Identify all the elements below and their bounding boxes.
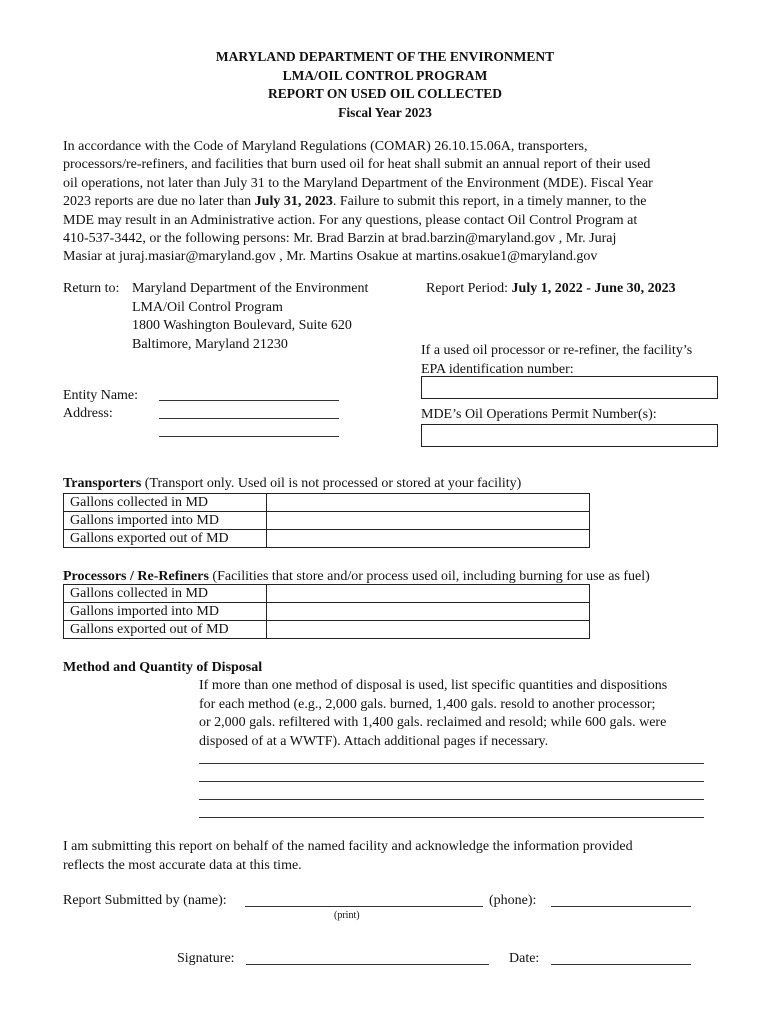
table-row [64,585,590,603]
return-address-line: Maryland Department of the Environment [132,281,369,296]
disposal-line: If more than one method of disposal is used, list specific quantities and dispositions [199,678,668,693]
submitter-name-line[interactable] [245,906,483,907]
row-label: Gallons collected in MD [64,494,267,512]
department-title: MARYLAND DEPARTMENT OF THE ENVIRONMENT [215,49,555,64]
transporters-heading [63,475,521,494]
permit-number-input[interactable] [421,424,718,447]
address-line-2[interactable] [159,436,339,437]
row-label: Gallons imported into MD [64,512,267,530]
submitted-by-label: Report Submitted by (name): [63,893,227,908]
phone-label: (phone): [489,893,537,908]
disposal-line: or 2,000 gals. refiltered with 1,400 gals. reclaimed and resold; while 600 gals. were [199,715,667,730]
entity-name-line[interactable] [159,400,339,401]
acknowledgement [63,838,633,875]
disposal-entry-line[interactable] [199,799,704,800]
intro-line: MDE may result in an Administrative action. For any questions, please contact Oil Control Program at [63,212,638,228]
gallons-input[interactable] [267,530,590,548]
transporters-note: (Transport only. Used oil is not processed or stored at your facility) [141,476,522,491]
phone-line[interactable] [551,906,691,907]
table-row [64,512,590,530]
gallons-input[interactable] [267,621,590,639]
epa-id-line: If a used oil processor or re-refiner, the facility’s [421,343,693,358]
intro-line: 410-537-3442, or the following persons: Mr. Brad Barzin at brad.barzin@maryland.gov , Mr. Juraj [63,231,617,247]
ack-line: I am submitting this report on behalf of the named facility and acknowledge the information provided [63,839,633,854]
table-row [64,530,590,548]
transporters-table [63,493,590,548]
return-to-label: Return to: [63,281,120,296]
processors-title: Processors / Re-Refiners [63,569,209,584]
intro-line: oil operations, not later than July 31 to the Maryland Department of the Environment (MDE). Fiscal Year [63,175,653,191]
program-title: LMA/OIL CONTROL PROGRAM [282,67,488,83]
return-address [132,280,368,354]
return-address-line: LMA/Oil Control Program [132,299,283,315]
signature-line[interactable] [246,964,489,965]
row-label: Gallons imported into MD [64,603,267,621]
transporters-title: Transporters [63,476,142,491]
epa-id-label [421,342,692,379]
table-row [64,621,590,639]
return-address-line: 1800 Washington Boulevard, Suite 620 [132,318,352,333]
processors-note: (Facilities that store and/or process used oil, including burning for use as fuel) [208,569,650,584]
form-header [0,48,770,122]
disposal-entry-line[interactable] [199,763,704,764]
epa-id-line: EPA identification number: [421,361,574,377]
intro-text: . Failure to submit this report, in a timely manner, to the [332,194,647,210]
report-title: REPORT ON USED OIL COLLECTED [267,86,503,101]
table-row [64,494,590,512]
return-address-line: Baltimore, Maryland 21230 [132,336,288,352]
gallons-input[interactable] [267,512,590,530]
disposal-line: disposed of at a WWTF). Attach additional pages if necessary. [199,733,549,749]
signature-label: Signature: [177,951,235,966]
address-label: Address: [63,406,113,421]
date-label: Date: [509,951,540,966]
disposal-instructions [199,677,667,751]
processors-table [63,584,590,639]
intro-line: In accordance with the Code of Maryland Regulations (COMAR) 26.10.15.06A, transporters, [63,139,588,154]
ack-line: reflects the most accurate data at this time. [63,857,302,873]
disposal-title: Method and Quantity of Disposal [63,660,263,675]
row-label: Gallons exported out of MD [64,621,267,639]
gallons-input[interactable] [267,585,590,603]
gallons-input[interactable] [267,494,590,512]
disposal-entry-line[interactable] [199,817,704,818]
intro-line: Masiar at juraj.masiar@maryland.gov , Mr. Martins Osakue at martins.osakue1@maryland.gov [63,249,598,265]
due-date: July 31, 2023 [254,194,333,210]
fiscal-year: Fiscal Year 2023 [338,104,432,120]
row-label: Gallons exported out of MD [64,530,267,548]
report-period-label: Report Period: [426,281,509,296]
intro-line [63,193,703,211]
disposal-line: for each method (e.g., 2,000 gals. burned, 1,400 gals. resold to another processor; [199,696,656,712]
intro-text: 2023 reports are due no later than [63,194,255,210]
entity-name-label: Entity Name: [63,388,139,403]
row-label: Gallons collected in MD [64,585,267,603]
table-row [64,603,590,621]
print-note: (print) [334,910,360,921]
intro-paragraph [63,138,703,267]
date-line[interactable] [551,964,691,965]
address-line-1[interactable] [159,418,339,419]
epa-id-input[interactable] [421,376,718,399]
disposal-entry-line[interactable] [199,781,704,782]
report-period [426,280,676,299]
intro-line: processors/re-refiners, and facilities that burn used oil for heat shall submit an annual report of their used [63,157,651,173]
report-period-value: July 1, 2022 - June 30, 2023 [511,281,676,296]
permit-number-label: MDE’s Oil Operations Permit Number(s): [421,407,657,422]
gallons-input[interactable] [267,603,590,621]
